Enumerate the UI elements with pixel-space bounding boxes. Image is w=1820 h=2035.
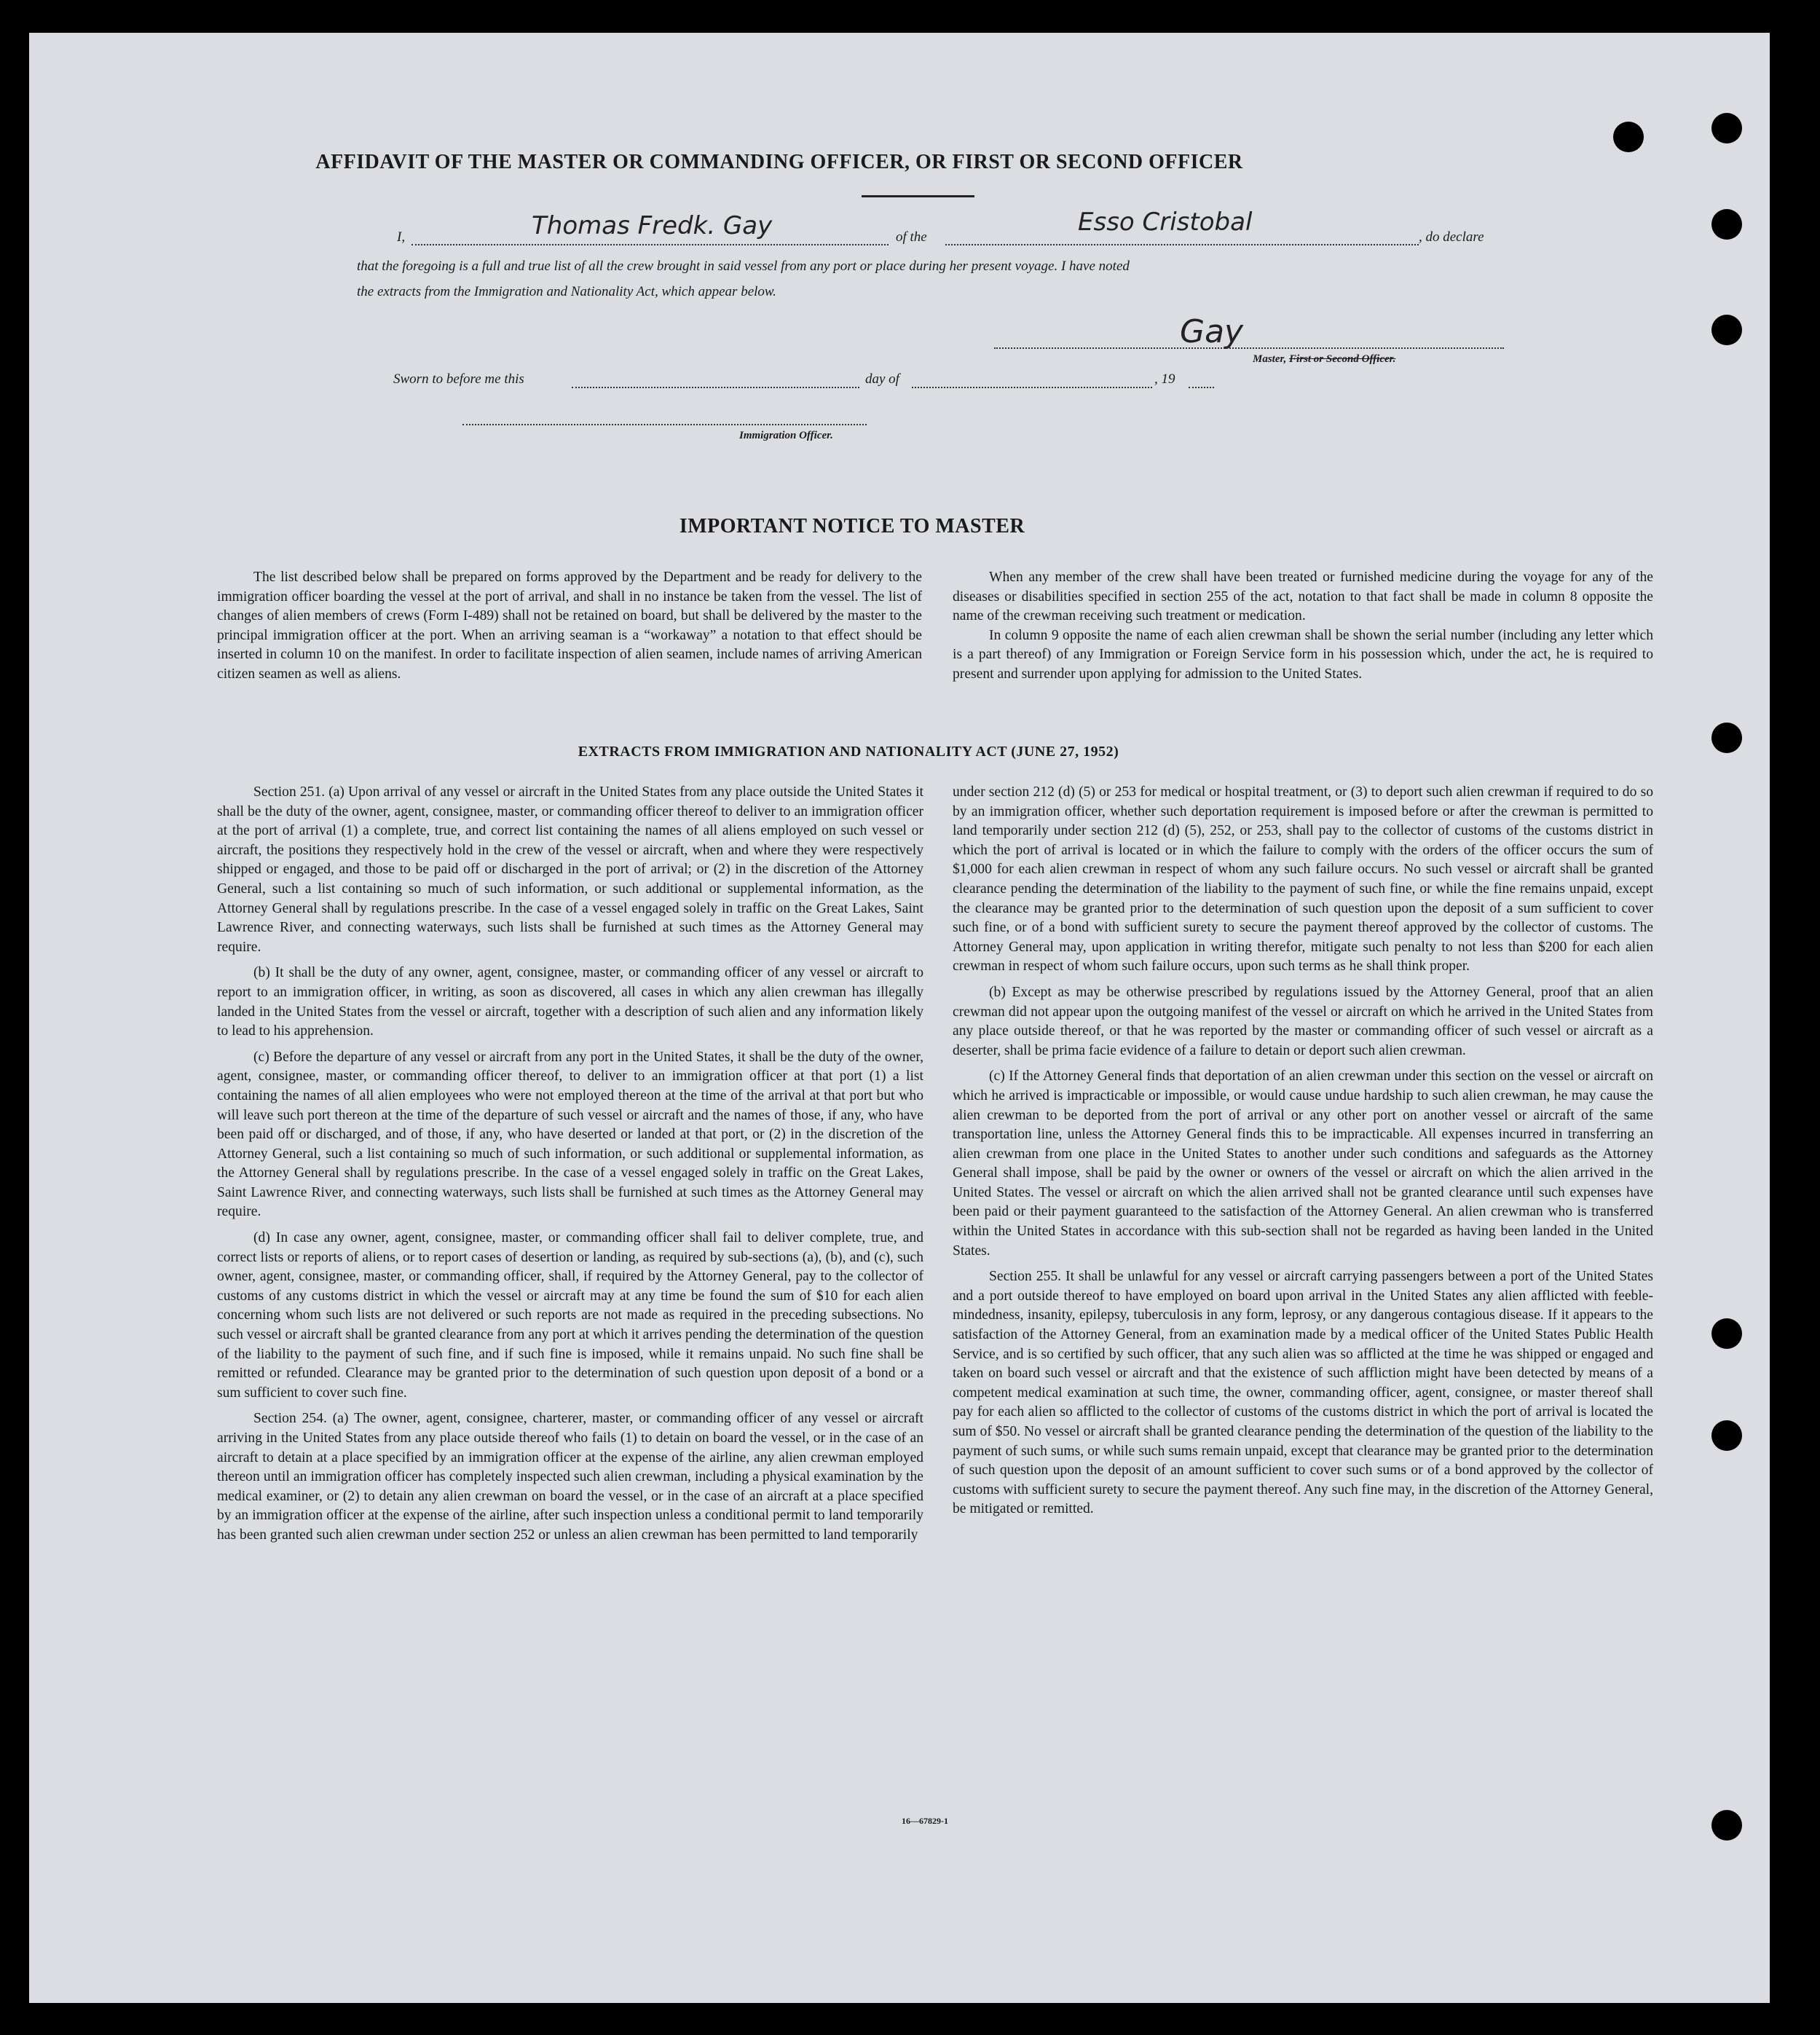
affidavit-title: AFFIDAVIT OF THE MASTER OR COMMANDING OFFICER, OR FIRST OR SECOND OFFICER xyxy=(315,151,1243,173)
notice-left-paragraph: The list described below shall be prepared on forms approved by the Department and be ready for delivery to the immigration officer boarding the vessel at the port of arrival, and shall in no instance be taken from the vessel. The list of changes of alien members of crews (Form I-489) shall not be retained on board, but shall be delivered by the master to the principal immigration officer at the port. When an arriving seaman is a “workaway” a notation to that effect should be inserted in column 10 on the manifest. In order to facilitate inspection of alien seamen, include names of arriving American citizen seamen as well as aliens. xyxy=(217,570,922,682)
notice-right xyxy=(953,568,1653,685)
section-254-b: (b) Except as may be otherwise prescribed by regulations issued by the Attorney General, proof that an alien crewman did not appear upon the outgoing manifest of the vessel or aircraft on which he arrived in the United States from any place outside thereof, or that he was reported by the master or commanding officer of such vessel or aircraft as a deserter, shall be prima facie evidence of a failure to detain or deport such alien crewman. xyxy=(953,984,1653,1058)
punch-hole xyxy=(1613,122,1644,152)
i-label: I, xyxy=(397,229,406,245)
punch-hole xyxy=(1711,113,1742,143)
section-254-c: (c) If the Attorney General finds that deportation of an alien crewman under this section on the vessel or aircraft on which he arrived is impracticable or impossible, or would cause undue hardship to such alien crewman, he may cause the alien crewman to be deported from the port of arrival or any other port on another vessel or aircraft of the same transportation line, unless the Attorney General finds this to be impracticable. All expenses incurred in transferring an alien crewman from one place in the United States to another under such conditions and safeguards as the Attorney General shall impose, shall be paid by the owner or owners of the vessel or aircraft on which the alien arrived in the United States. The vessel or aircraft on which the alien arrived shall not be granted clearance until such expenses have been paid or their payment guaranteed to the satisfaction of the Attorney General. An alien crewman who is transferred within the United States in accordance with this sub-section shall not be regarded as having been landed in the United States. xyxy=(953,1068,1653,1259)
sworn-label: Sworn to before me this xyxy=(393,371,524,387)
document-page xyxy=(29,33,1770,2003)
notice-title: IMPORTANT NOTICE TO MASTER xyxy=(679,515,1025,538)
extracts-right-column xyxy=(953,783,1653,1526)
officer-line xyxy=(462,424,867,425)
signer-label xyxy=(1253,353,1395,366)
affidavit-body-line1: that the foregoing is a full and true list of all the crew brought in said vessel from any port or place during her present voyage. I have noted xyxy=(357,259,1130,274)
year-line xyxy=(1189,387,1214,388)
master-name-handwritten: Thomas Fredk. Gay xyxy=(532,211,773,240)
section-251-b: (b) It shall be the duty of any owner, agent, consignee, master, or commanding officer of any vessel or aircraft to report to an immigration officer, in writing, as soon as discovered, all cases in which any alien crewman has illegally landed in the United States from the vessel or aircraft, together with a description of such alien and any information likely to lead to his apprehension. xyxy=(217,965,923,1039)
signature-line xyxy=(994,347,1504,349)
struck-officer-label: First or Second Officer. xyxy=(1289,353,1396,365)
sworn-month-line xyxy=(912,387,1152,388)
punch-hole xyxy=(1711,315,1742,345)
punch-hole xyxy=(1711,1318,1742,1349)
extracts-title: EXTRACTS FROM IMMIGRATION AND NATIONALITY ACT (JUNE 27, 1952) xyxy=(578,744,1119,760)
section-251-a: Section 251. (a) Upon arrival of any vessel or aircraft in the United States from any place outside the United States it shall be the duty of the owner, agent, consignee, master, or commanding officer thereof to deliver to an immigration officer at the port of arrival (1) a complete, true, and correct list containing the names of all aliens employed on such vessel or aircraft, the positions they respectively hold in the crew of the vessel or aircraft, when and where they were respectively shipped or engaged, and those to be paid off or discharged in the port of arrival; or (2) in the discretion of the Attorney General, such a list containing so much of such information, or such additional or supplemental information, as the Attorney General shall by regulations prescribe. In the case of a vessel engaged solely in traffic on the Great Lakes, Saint Lawrence River, and connecting waterways, such lists shall be furnished at such times as the Attorney General may require. xyxy=(217,784,923,955)
do-declare-label: , do declare xyxy=(1419,229,1484,245)
vessel-name-handwritten: Esso Cristobal xyxy=(1078,208,1253,237)
section-254-a: Section 254. (a) The owner, agent, consignee, charterer, master, or commanding officer of any vessel or aircraft arriving in the United States from any place outside thereof who fails (1) to detain on board the vessel, or in the case of an aircraft to detain at a place specified by an immigration officer at the expense of the airline, any alien crewman employed thereon until an immigration officer has completely inspected such alien crewman, including a physical examination by the medical examiner, or (2) to detain any alien crewman on board the vessel, or in the case of an aircraft at a place specified by an immigration officer at the expense of the airline, after such inspection unless a conditional permit to land temporarily has been granted such alien crewman under section 252 or unless an alien crewman has been permitted to land temporarily xyxy=(217,1411,923,1543)
section-251-c: (c) Before the departure of any vessel or aircraft from any port in the United States, it shall be the duty of the owner, agent, consignee, master, or commanding officer thereof, to deliver to an immigration officer at that port (1) a list containing the names of all alien employees who were not employed thereon at the time of the arrival at that port but who will leave such port thereon at the time of the departure of such vessel or aircraft and the names of those, if any, who have been paid off or discharged, and of those, if any, who have deserted or landed at that port, or (2) in the discretion of the Attorney General, such a list containing so much of such information, or such additional or supplemental information, as the Attorney General shall by regulations prescribe. In the case of a vessel engaged solely in traffic on the Great Lakes, Saint Lawrence River, and connecting waterways, such lists shall be furnished at such times as the Attorney General may require. xyxy=(217,1049,923,1220)
notice-left xyxy=(217,568,922,685)
notice-right-paragraph-1: When any member of the crew shall have been treated or furnished medicine during the voyage for any of the diseases or disabilities specified in section 255 of the act, notation to that fact shall be made in column 8 opposite the name of the crewman receiving such treatment or medication. xyxy=(953,570,1653,624)
affidavit-body-line2: the extracts from the Immigration and Nationality Act, which appear below. xyxy=(357,284,776,299)
punch-hole xyxy=(1711,209,1742,240)
section-254-a-continued: under section 212 (d) (5) or 253 for medical or hospital treatment, or (3) to deport such alien crewman if required to do so by an immigration officer, whether such deportation requirement is imposed before or after the crewman is permitted to land temporarily under section 212 (d) (5), 252, or 253, shall pay to the collector of customs of the customs district in which the port of arrival is located or in which the failure to comply with the orders of the officer occurs the sum of $1,000 for each alien crewman in respect of whom any such failure occurs. No such vessel or aircraft shall be granted clearance pending the determination of the liability to the payment of such fine, or while the fine remains unpaid, except the clearance may be granted prior to the determination of such question upon the deposit of a sum sufficient to cover such fine, or of a bond with sufficient surety to secure the payment thereof approved by the collector of customs. The Attorney General may, upon application in writing therefor, mitigate such penalty to not less than $200 for each alien crewman in respect of whom such failure occurs, upon such terms as he shall think proper. xyxy=(953,784,1653,975)
immigration-officer-label: Immigration Officer. xyxy=(739,430,833,441)
notice-right-paragraph-2: In column 9 opposite the name of each alien crewman shall be shown the serial number (including any letter which is a part thereof) of any Immigration or Foreign Service form in his possession which, under the act, he is required to present and surrender upon applying for admission to the United States. xyxy=(953,627,1653,682)
punch-hole xyxy=(1711,723,1742,753)
of-the-label: of the xyxy=(896,229,927,245)
signature-handwritten: Gay xyxy=(1180,313,1244,350)
day-of-label: day of xyxy=(865,371,899,387)
vessel-line xyxy=(945,244,1419,245)
form-code: 16—67829-1 xyxy=(902,1816,948,1826)
section-255: Section 255. It shall be unlawful for any vessel or aircraft carrying passengers between a port of the United States and a port outside thereof to have employed on board upon arrival in the United States any alien afflicted with feeble-mindedness, insanity, epilepsy, tuberculosis in any form, leprosy, or any dangerous contagious disease. If it appears to the satisfaction of the Attorney General, from an examination made by a medical officer of the United States Public Health Service, and is so certified by such officer, that any such alien was so afflicted at the time he was shipped or engaged and taken on board such vessel or aircraft and that the existence of such affliction might have been detected by means of a competent medical examination at such time, the owner, commanding officer, agent, consignee, or master thereof shall pay for each alien so afflicted to the collector of customs of the customs district in which the port of arrival is located the sum of $50. No vessel or aircraft shall be granted clearance pending the determination of the question of the liability to the payment of such sums, or while such sums remain unpaid, except that clearance may be granted prior to the determination of such question upon the deposit of an amount sufficient to cover such sums or of a bond approved by the collector of customs with sufficient surety to secure the payment thereof. Any such fine may, in the discretion of the Attorney General, be mitigated or remitted. xyxy=(953,1269,1653,1517)
master-label: Master, xyxy=(1253,353,1287,365)
name-line xyxy=(411,244,889,245)
punch-hole xyxy=(1711,1420,1742,1451)
sworn-day-line xyxy=(572,387,859,388)
title-rule xyxy=(862,195,974,197)
punch-hole xyxy=(1711,1810,1742,1841)
year-label: , 19 xyxy=(1154,371,1175,387)
section-251-d: (d) In case any owner, agent, consignee, master, or commanding officer shall fail to deliver complete, true, and correct lists or reports of aliens, or to report cases of desertion or landing, as required by sub-sections (a), (b), and (c), such owner, agent, consignee, master, or commanding officer, shall, if required by the Attorney General, pay to the collector of customs of any customs district in which the vessel or aircraft may at any time be found the sum of $10 for each alien concerning whom such lists are not delivered or such reports are not made as required in the preceding subsections. No such vessel or aircraft shall be granted clearance from any port at which it arrives pending the determination of the question of the liability to the payment of such fine, and if such fine is imposed, while it remains unpaid. No such fine shall be remitted or refunded. Clearance may be granted prior to the determination of such question upon deposit of a bond or a sum sufficient to cover such fine. xyxy=(217,1230,923,1401)
extracts-left-column xyxy=(217,783,923,1552)
